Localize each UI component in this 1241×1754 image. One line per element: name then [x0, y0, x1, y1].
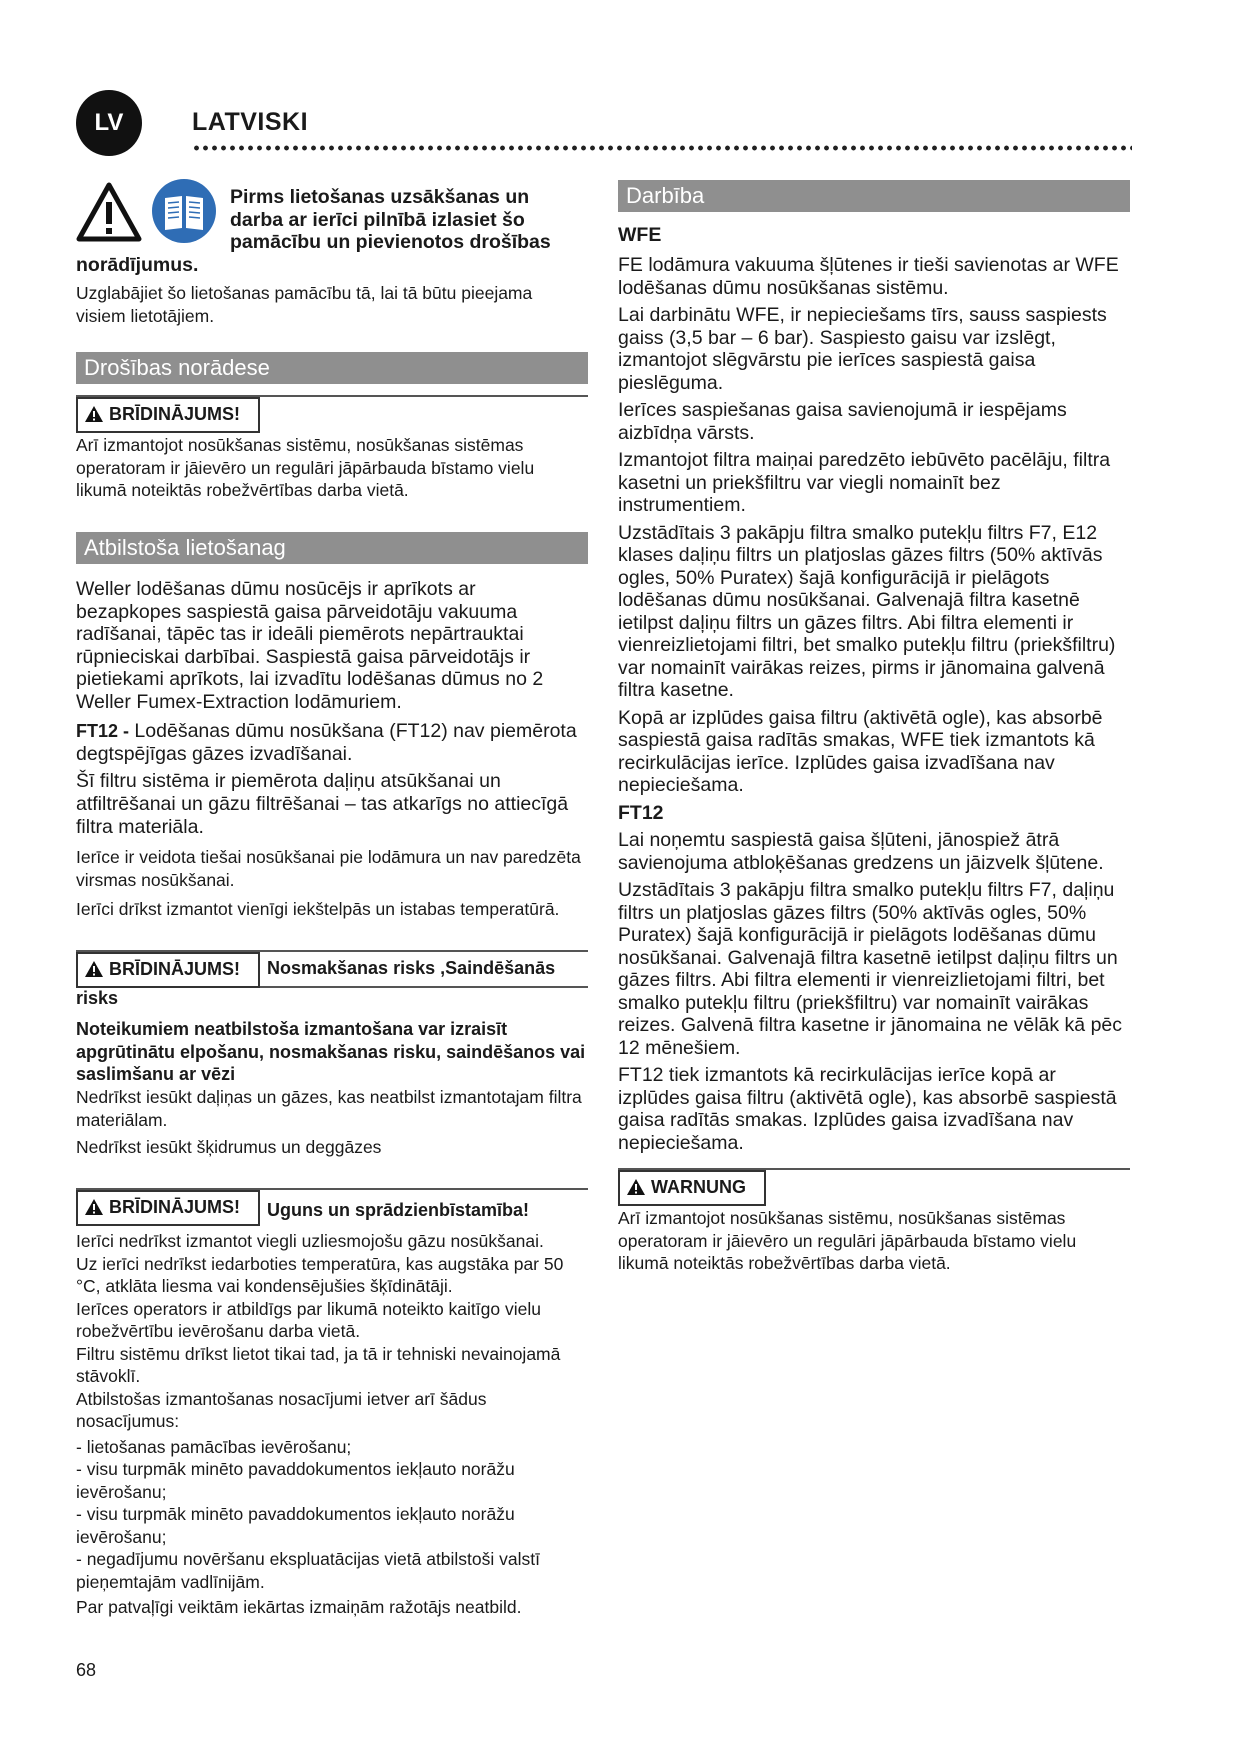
page-number: 68: [76, 1660, 97, 1680]
warning-triangle-icon: [76, 182, 142, 242]
operation-paragraph: Uzstādītais 3 pakāpju filtra smalko putekļu filtrs F7, daļiņu filtrs un platjoslas gāzes filtrs (50% aktīvās ogles, 50% Puratex) šajā konfigurācijā ir pielāgots lodēšanas dūmu nosūkšanai. Galvenajā filtra kasetnē ietilpst daļiņu filtrs un gāzes filtrs. Abi filtra elementi ir vienreizlietojami filtri, bet smalko putekļu filtru (priekšfiltru) var nomainīt vairākas reizes. Galvenā filtra kasetne ir jānomaina ne vēlāk kā pēc 12 mēnešiem.: [618, 879, 1123, 1059]
intro-bold-block: [230, 186, 590, 254]
operation-text-block: [618, 254, 1130, 1154]
warning-title: Uguns un sprādzienbīstamība!: [267, 1200, 530, 1220]
operation-paragraph: FT12 tiek izmantots kā recirkulācijas ierīce kopā ar izplūdes gaisa filtru (aktivētā ogle), kas absorbē saspiestā gaisa radītās smakas. Izplūdes gaisa izvadīšana nav nepieciešama.: [618, 1064, 1117, 1154]
warning-title: Nosmakšanas risks ,Saindēšanās: [267, 958, 556, 978]
section-heading-usage: Atbilstoša lietošanag: [76, 532, 588, 564]
usage-paragraph: [76, 720, 586, 765]
intro-bold-line: darba ar ierīci pilnībā izlasiet šo: [230, 208, 525, 231]
warning-box: [76, 952, 260, 988]
usage-paragraph: Ierīci drīkst izmantot vienīgi iekštelpās un istabas temperatūrā.: [76, 899, 560, 919]
warning-box: [76, 1190, 260, 1226]
section-heading-operation: Darbība: [618, 180, 1130, 212]
warning-label: WARNUNG: [651, 1177, 746, 1197]
divider: [260, 986, 588, 988]
subheading-ft12: FT12: [618, 801, 664, 824]
warning-text: Nedrīkst iesūkt šķidrumus un deggāzes: [76, 1137, 382, 1157]
warning-text: Filtru sistēmu drīkst lietot tikai tad, ja tā ir tehniski nevainojamā stāvoklī.: [76, 1343, 561, 1386]
usage-paragraph: Šī filtru sistēma ir piemērota daļiņu atsūkšanai un atfiltrēšanai un gāzu filtrēšanai – tas atkarīgs no attiecīgā filtra materiāla.: [76, 770, 569, 838]
warning-box: [618, 1170, 766, 1206]
warning-triangle-icon: [626, 1178, 646, 1196]
warning-title: risks: [76, 988, 119, 1008]
warning-text-block: [76, 1230, 588, 1619]
operation-paragraph: Ierīces saspiešanas gaisa savienojumā ir iespējams aizbīdņa vārsts.: [618, 399, 1067, 444]
intro-text: Uzglabājiet šo lietošanas pamācību tā, lai tā būtu pieejama visiem lietotājiem.: [76, 283, 533, 326]
warning-text: Atbilstošas izmantošanas nosacījumi ietver arī šādus nosacījumus:: [76, 1388, 487, 1431]
warning-text: Nedrīkst iesūkt daļiņas un gāzes, kas neatbilst izmantotajam filtra materiālam.: [76, 1087, 582, 1130]
list-item: - visu turpmāk minēto pavaddokumentos iekļauto norāžu ievērošanu;: [76, 1459, 515, 1502]
usage-paragraph: Ierīce ir veidota tiešai nosūkšanai pie lodāmura un nav paredzēta virsmas nosūkšanai.: [76, 847, 581, 890]
warning-label: BRĪDINĀJUMS!: [109, 959, 241, 979]
intro-bold-line: pamācību un pievienotos drošības: [230, 231, 551, 253]
warning-triangle-icon: [84, 1198, 104, 1216]
section-heading-safety: Drošības norādese: [76, 352, 588, 384]
language-badge: LV: [76, 90, 142, 156]
operation-paragraph: Izmantojot filtra maiņai paredzēto iebūvēto pacēlāju, filtra kasetni un priekšfiltru var viegli nomainīt bez instrumentiem.: [618, 449, 1111, 516]
subheading-wfe: WFE: [618, 224, 662, 246]
operation-paragraph: Uzstādītais 3 pakāpju filtra smalko putekļu filtrs F7, E12 klases daļiņu filtrs un platjoslas gāzes filtrs (50% aktīvās ogles, 50% Puratex) šajā konfigurācijā ir pielāgots lodēšanas dūmu nosūkšanai. Galvenajā filtra kasetnē ietilpst daļiņu filtrs un gāzes filtrs. Abi filtra elementi ir vienreizlietojami filtri, bet smalko putekļu filtru (priekšfiltru) var nomainīt vairākas reizes, pirms ir jānomaina galvenā filtra kasetne.: [618, 521, 1116, 701]
ft12-lead: FT12 -: [76, 721, 130, 741]
warning-text: Uz ierīci nedrīkst iedarboties temperatūra, kas augstāka par 50 °C, atklāta liesma vai kondensējušies šķīdinātāji.: [76, 1253, 564, 1296]
list-item: - lietošanas pamācības ievērošanu;: [76, 1436, 352, 1457]
warning-text: Ierīci nedrīkst izmantot viegli uzliesmojošu gāzu nosūkšanai.: [76, 1231, 544, 1251]
operation-paragraph: Kopā ar izplūdes gaisa filtru (aktivētā ogle), kas absorbē saspiestā gaisa radītās smakas, WFE tiek izmantots kā recirkulācijas ierīce. Izplūdes gaisa izvadīšana nav nepieciešama.: [618, 706, 1103, 796]
intro-bold-line: norādījumus.: [76, 254, 199, 276]
warning-triangle-icon: [84, 960, 104, 978]
warning-label: BRĪDINĀJUMS!: [109, 1197, 241, 1217]
read-manual-icon: [151, 178, 217, 244]
operation-paragraph: Lai darbinātu WFE, ir nepieciešams tīrs, sauss saspiests gaiss (3,5 bar – 6 bar). Saspiesto gaisu var izslēgt, izmantojot slēgvārstu pie ierīces saspiestā gaisa pieslēguma.: [618, 304, 1107, 394]
warning-triangle-icon: [84, 405, 104, 423]
warning-bold-text: Noteikumiem neatbilstoša izmantošana var izraisīt apgrūtinātu elpošanu, nosmakšanas risku, saindēšanos vai saslimšanu ar vēzi: [76, 1019, 586, 1084]
usage-last-line: Par patvaļīgi veiktām iekārtas izmaiņām ražotājs neatbild.: [76, 1597, 522, 1617]
warning-box: [76, 397, 260, 433]
ft12-text: Lodēšanas dūmu nosūkšana (FT12) nav piemērota degtspējīgas gāzes izvadīšanai.: [76, 720, 577, 765]
warning-text: Arī izmantojot nosūkšanas sistēmu, nosūkšanas sistēmas operatoram ir jāievēro un regulāri jāpārbauda bīstamo vielu likumā noteiktās robežvērtības darba vietā.: [76, 435, 535, 500]
header-dotted-rule: [192, 145, 1132, 151]
intro-bold-line: Pirms lietošanas uzsākšanas un: [230, 186, 530, 208]
warning-text: Arī izmantojot nosūkšanas sistēmu, nosūkšanas sistēmas operatoram ir jāievēro un regulāri jāpārbauda bīstamo vielu likumā noteiktās robežvērtības darba vietā.: [618, 1208, 1077, 1273]
operation-paragraph: Lai noņemtu saspiestā gaisa šļūteni, jānospiež ātrā savienojuma atbloķēšanas gredzens un jāizvelk šļūtene.: [618, 829, 1104, 874]
language-title: LATVISKI: [192, 108, 309, 136]
usage-paragraph: Weller lodēšanas dūmu nosūcējs ir aprīkots ar bezapkopes saspiestā gaisa pārveidotāju vakuuma radīšanai, tāpēc tas ir ideāli piemērots nepārtrauktai rūpnieciskai darbībai. Saspiestā gaisa pārveidotājs ir pietiekami aprīkots, lai izvadītu lodēšanas dūmus no 2 Weller Fumex-Extraction lodāmuriem.: [76, 578, 544, 713]
warning-label: BRĪDINĀJUMS!: [109, 404, 241, 424]
list-item: - negadījumu novēršanu ekspluatācijas vietā atbilstoši valstī pieņemtajām vadlīnijām.: [76, 1549, 540, 1592]
warning-text: Ierīces operators ir atbildīgs par likumā noteikto kaitīgo vielu robežvērtību ievērošanu darba vietā.: [76, 1298, 541, 1341]
operation-paragraph: FE lodāmura vakuuma šļūtenes ir tieši savienotas ar WFE lodēšanas dūmu nosūkšanas sistēmu.: [618, 254, 1119, 299]
list-item: - visu turpmāk minēto pavaddokumentos iekļauto norāžu ievērošanu;: [76, 1504, 515, 1547]
